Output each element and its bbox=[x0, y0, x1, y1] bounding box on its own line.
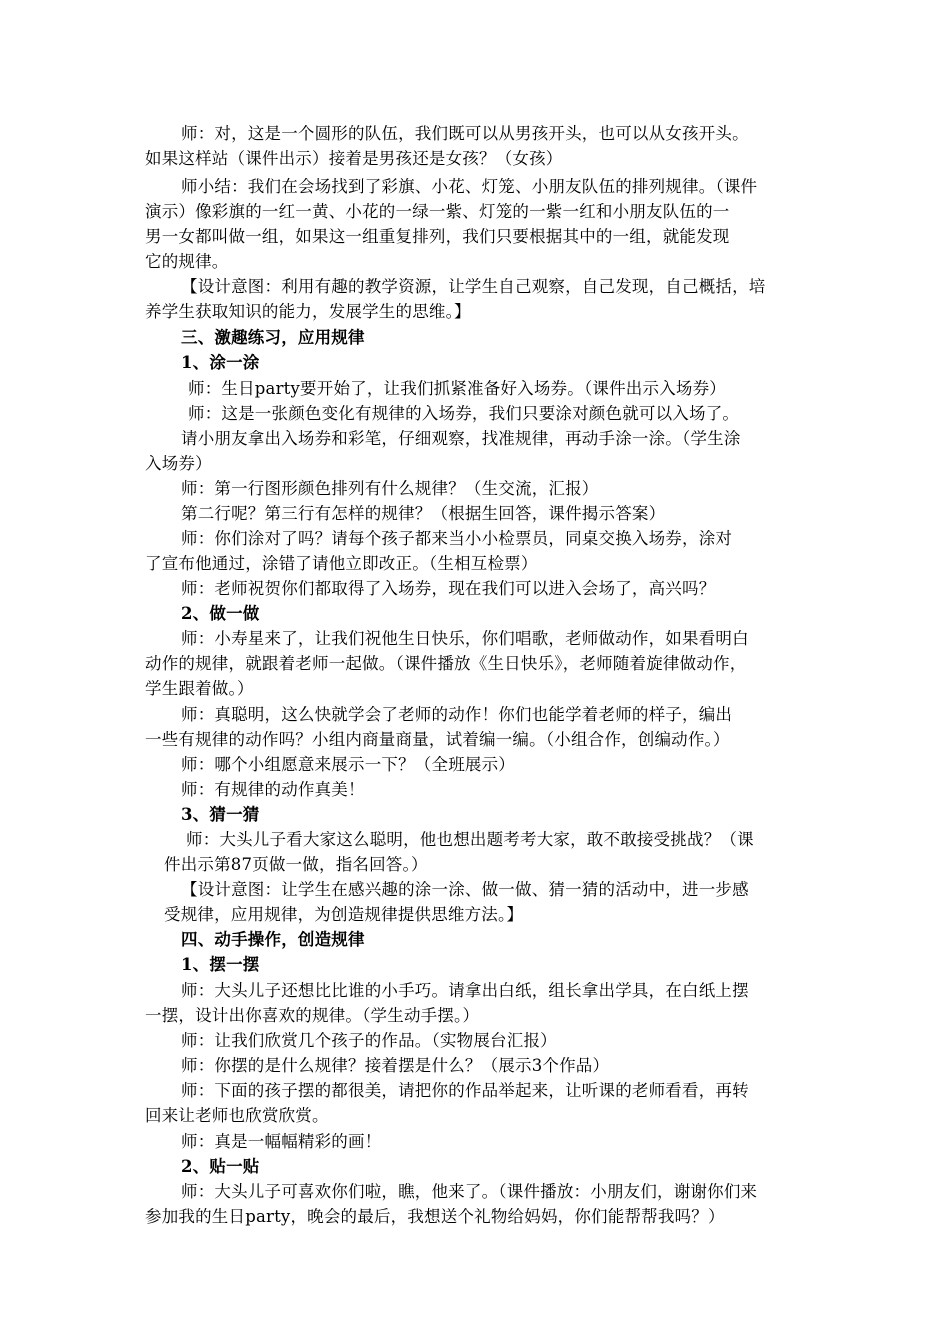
text-line: 第二行呢？第三行有怎样的规律？（根据生回答，课件揭示答案） bbox=[181, 504, 666, 523]
text-line: 师：大头儿子可喜欢你们啦，瞧，他来了。（课件播放：小朋友们，谢谢你们来 bbox=[181, 1182, 758, 1201]
text-line: 回来让老师也欣赏欣赏。 bbox=[145, 1106, 329, 1125]
section-heading: 四、动手操作，创造规律 bbox=[181, 930, 365, 949]
text-line: 参加我的生日party，晚会的最后，我想送个礼物给妈妈，你们能帮帮我吗？） bbox=[145, 1207, 725, 1226]
text-line: 师：真聪明，这么快就学会了老师的动作！你们也能学着老师的样子，编出 bbox=[181, 705, 733, 724]
text-line: 演示）像彩旗的一红一黄、小花的一绿一紫、灯笼的一紫一红和小朋友队伍的一 bbox=[145, 202, 730, 221]
subsection-heading: 2、贴一贴 bbox=[181, 1157, 260, 1176]
text-line: 学生跟着做。） bbox=[145, 679, 254, 698]
subsection-heading: 3、猜一猜 bbox=[181, 805, 260, 824]
text-line: 师：对，这是一个圆形的队伍，我们既可以从男孩开头，也可以从女孩开头。 bbox=[181, 124, 749, 143]
text-line: 师：有规律的动作真美！ bbox=[181, 780, 365, 799]
text-line: 动作的规律，就跟着老师一起做。（课件播放《生日快乐》，老师随着旋律做动作， bbox=[145, 654, 747, 673]
text-line: 男一女都叫做一组，如果这一组重复排列，我们只要根据其中的一组，就能发现 bbox=[145, 227, 730, 246]
text-line: 师小结：我们在会场找到了彩旗、小花、灯笼、小朋友队伍的排列规律。（课件 bbox=[181, 177, 758, 196]
text-line: 师：真是一幅幅精彩的画！ bbox=[181, 1132, 382, 1151]
section-heading: 三、激趣练习，应用规律 bbox=[181, 328, 365, 347]
text-line: 师：这是一张颜色变化有规律的入场券，我们只要涂对颜色就可以入场了。 bbox=[188, 404, 740, 423]
text-line: 入场券） bbox=[145, 454, 212, 473]
subsection-heading: 1、涂一涂 bbox=[181, 353, 260, 372]
design-intent-line: 【设计意图：利用有趣的教学资源，让学生自己观察，自己发现，自己概括，培 bbox=[181, 277, 766, 296]
subsection-heading: 1、摆一摆 bbox=[181, 955, 260, 974]
text-line: 件出示第87页做一做，指名回答。） bbox=[164, 855, 428, 874]
text-line: 一摆，设计出你喜欢的规律。（学生动手摆。） bbox=[145, 1006, 480, 1025]
subsection-heading: 2、做一做 bbox=[181, 604, 260, 623]
text-line: 它的规律。 bbox=[145, 252, 229, 271]
text-line: 师：生日party要开始了，让我们抓紧准备好入场券。（课件出示入场券） bbox=[188, 379, 726, 398]
text-line: 师：第一行图形颜色排列有什么规律？（生交流，汇报） bbox=[181, 479, 599, 498]
text-line: 师：大头儿子还想比比谁的小手巧。请拿出白纸，组长拿出学具，在白纸上摆 bbox=[181, 981, 749, 1000]
text-line: 师：哪个小组愿意来展示一下？（全班展示） bbox=[181, 755, 515, 774]
text-line: 一些有规律的动作吗？小组内商量商量，试着编一编。（小组合作，创编动作。） bbox=[145, 730, 730, 749]
text-line: 师：大头儿子看大家这么聪明，他也想出题考考大家，敢不敢接受挑战？（课 bbox=[186, 830, 754, 849]
text-line: 师：老师祝贺你们都取得了入场券，现在我们可以进入会场了，高兴吗？ bbox=[181, 579, 716, 598]
text-line: 请小朋友拿出入场券和彩笔，仔细观察，找准规律，再动手涂一涂。（学生涂 bbox=[181, 429, 741, 448]
text-line: 师：让我们欣赏几个孩子的作品。（实物展台汇报） bbox=[181, 1031, 557, 1050]
text-line: 如果这样站（课件出示）接着是男孩还是女孩？（女孩） bbox=[145, 149, 563, 168]
design-intent-line: 养学生获取知识的能力，发展学生的思维。】 bbox=[145, 302, 471, 321]
design-intent-line: 受规律，应用规律，为创造规律提供思维方法。】 bbox=[164, 905, 524, 924]
text-line: 师：你摆的是什么规律？接着摆是什么？（展示3个作品） bbox=[181, 1056, 610, 1075]
text-line: 师：你们涂对了吗？请每个孩子都来当小小检票员，同桌交换入场券，涂对 bbox=[181, 529, 733, 548]
text-line: 了宣布他通过，涂错了请他立即改正。（生相互检票） bbox=[145, 554, 538, 573]
text-line: 师：小寿星来了，让我们祝他生日快乐，你们唱歌，老师做动作，如果看明白 bbox=[181, 629, 749, 648]
design-intent-line: 【设计意图：让学生在感兴趣的涂一涂、做一做、猜一猜的活动中，进一步感 bbox=[181, 880, 749, 899]
text-line: 师：下面的孩子摆的都很美，请把你的作品举起来，让听课的老师看看，再转 bbox=[181, 1081, 749, 1100]
